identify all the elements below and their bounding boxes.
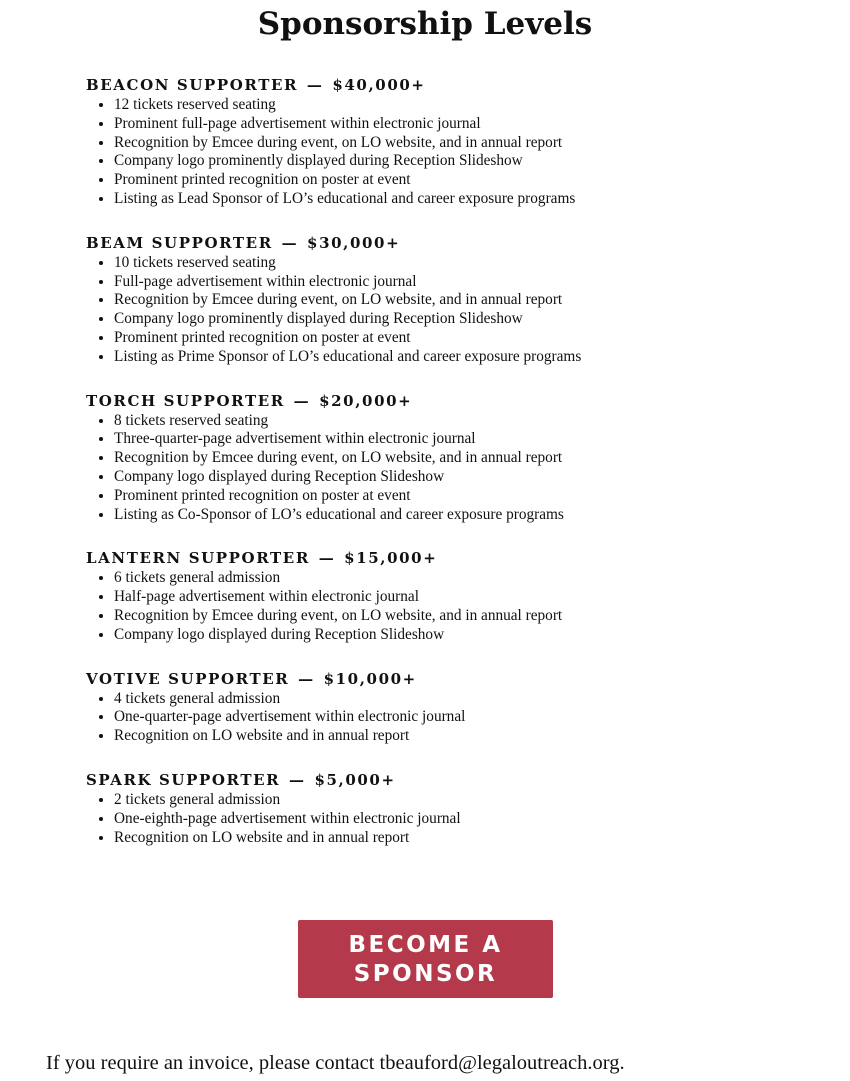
sponsorship-level bbox=[86, 668, 786, 746]
sponsorship-level bbox=[86, 74, 786, 209]
benefit-item: • Listing as Prime Sponsor of LO’s educational and career exposure programs bbox=[114, 348, 786, 367]
benefit-item: • Prominent printed recognition on poster at event bbox=[114, 171, 786, 190]
level-separator: — bbox=[318, 549, 336, 568]
level-amount: $15,000+ bbox=[344, 549, 438, 568]
level-separator: — bbox=[293, 391, 311, 410]
sponsorship-levels-list bbox=[86, 74, 786, 870]
invoice-note-text: If you require an invoice, please contact bbox=[46, 1052, 380, 1074]
benefit-item: • Half-page advertisement within electronic journal bbox=[114, 588, 786, 607]
benefit-item: • 2 tickets general admission bbox=[114, 791, 786, 810]
benefit-item: • Recognition by Emcee during event, on LO website, and in annual report bbox=[114, 449, 786, 468]
become-a-sponsor-button[interactable] bbox=[298, 920, 553, 998]
sponsorship-level bbox=[86, 547, 786, 644]
level-separator: — bbox=[306, 76, 324, 94]
benefit-item: • Full-page advertisement within electronic journal bbox=[114, 273, 786, 292]
level-heading bbox=[86, 74, 786, 96]
benefit-item: • Prominent full-page advertisement within electronic journal bbox=[114, 115, 786, 134]
benefit-item: • Listing as Lead Sponsor of LO’s educational and career exposure programs bbox=[114, 190, 786, 209]
benefit-item: • 8 tickets reserved seating bbox=[114, 412, 786, 431]
benefit-item: • 4 tickets general admission bbox=[114, 690, 786, 709]
level-amount: $30,000+ bbox=[307, 233, 401, 252]
sponsorship-level bbox=[86, 232, 786, 367]
benefit-item: • Three-quarter-page advertisement within electronic journal bbox=[114, 430, 786, 449]
benefit-item: • Listing as Co-Sponsor of LO’s educational and career exposure programs bbox=[114, 506, 786, 525]
level-name: LANTERN SUPPORTER bbox=[86, 549, 310, 568]
benefit-item: • One-eighth-page advertisement within electronic journal bbox=[114, 810, 786, 829]
level-heading bbox=[86, 232, 786, 254]
benefit-item: • One-quarter-page advertisement within electronic journal bbox=[114, 708, 786, 727]
benefit-item: • Prominent printed recognition on poster at event bbox=[114, 329, 786, 348]
benefit-item: • Company logo prominently displayed during Reception Slideshow bbox=[114, 310, 786, 329]
page-title: Sponsorship Levels bbox=[257, 6, 593, 42]
cta-label-line-2: SPONSOR bbox=[353, 961, 498, 987]
benefit-item: • Prominent printed recognition on poster at event bbox=[114, 487, 786, 506]
benefit-item: • Company logo prominently displayed during Reception Slideshow bbox=[114, 152, 786, 171]
level-heading bbox=[86, 769, 786, 791]
benefits-list bbox=[86, 96, 786, 209]
level-name: BEAM SUPPORTER bbox=[86, 233, 273, 252]
invoice-email-link[interactable]: tbeauford@legaloutreach.org bbox=[379, 1052, 620, 1074]
level-name: SPARK SUPPORTER bbox=[86, 770, 281, 789]
level-separator: — bbox=[298, 669, 315, 688]
level-heading bbox=[86, 668, 786, 690]
benefit-item: • Recognition on LO website and in annual report bbox=[114, 727, 786, 746]
invoice-note-period: . bbox=[619, 1052, 625, 1074]
benefit-item: • Recognition on LO website and in annual report bbox=[114, 829, 786, 848]
level-separator: — bbox=[289, 770, 306, 789]
level-amount: $40,000+ bbox=[332, 76, 426, 94]
benefits-list bbox=[86, 690, 786, 746]
level-separator: — bbox=[281, 233, 299, 252]
sponsorship-level bbox=[86, 390, 786, 525]
level-amount: $5,000+ bbox=[314, 770, 396, 789]
benefit-item: • Company logo displayed during Reception Slideshow bbox=[114, 468, 786, 487]
benefit-item: • Company logo displayed during Reception Slideshow bbox=[114, 626, 786, 645]
benefit-item: • Recognition by Emcee during event, on LO website, and in annual report bbox=[114, 607, 786, 626]
benefits-list bbox=[86, 791, 786, 847]
benefits-list bbox=[86, 412, 786, 525]
cta-label-line-1: BECOME A bbox=[348, 932, 503, 958]
benefit-item: • 10 tickets reserved seating bbox=[114, 254, 786, 273]
invoice-note bbox=[46, 1050, 625, 1076]
benefits-list bbox=[86, 569, 786, 644]
level-name: BEACON SUPPORTER bbox=[86, 76, 299, 94]
cta-container bbox=[298, 920, 553, 998]
benefits-list bbox=[86, 254, 786, 367]
level-amount: $10,000+ bbox=[323, 669, 417, 688]
sponsorship-level bbox=[86, 769, 786, 847]
level-name: VOTIVE SUPPORTER bbox=[86, 669, 290, 688]
level-name: TORCH SUPPORTER bbox=[86, 391, 285, 410]
benefit-item: • 12 tickets reserved seating bbox=[114, 96, 786, 115]
benefit-item: • Recognition by Emcee during event, on LO website, and in annual report bbox=[114, 134, 786, 153]
benefit-item: • 6 tickets general admission bbox=[114, 569, 786, 588]
level-heading bbox=[86, 390, 786, 412]
level-heading bbox=[86, 547, 786, 569]
benefit-item: • Recognition by Emcee during event, on LO website, and in annual report bbox=[114, 291, 786, 310]
level-amount: $20,000+ bbox=[319, 391, 413, 410]
